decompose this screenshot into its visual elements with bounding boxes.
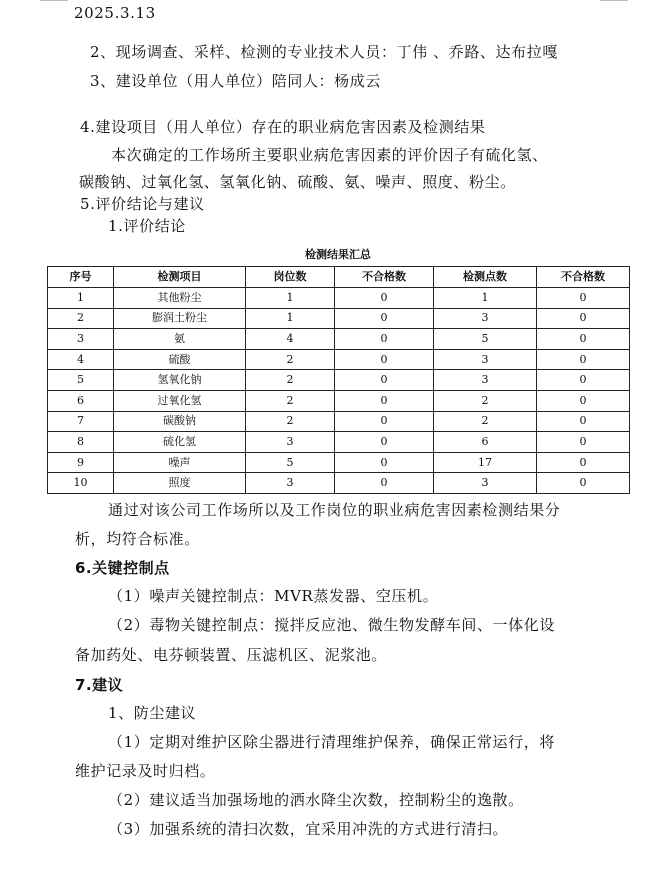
section6-title: 6.关键控制点 [75,559,170,577]
cell-index: 8 [48,432,114,453]
table-row [48,411,630,432]
cell-points: 17 [434,452,537,473]
cell-posts-failed: 0 [335,349,434,370]
cell-index: 5 [48,370,114,391]
section7-s2: （2）建议适当加强场地的洒水降尘次数，控制粉尘的逸散。 [108,791,524,809]
cell-posts-failed: 0 [335,452,434,473]
escort-line: 3、建设单位（用人单位）陪同人：杨成云 [90,72,381,90]
section7-s1-line1: （1）定期对维护区除尘器进行清理维护保养，确保正常运行，将 [108,733,555,751]
table-row [48,288,630,309]
cell-points: 3 [434,473,537,494]
section7-sub1: 1、防尘建议 [108,704,197,722]
cell-points-failed: 0 [537,452,630,473]
cell-posts-failed: 0 [335,308,434,329]
cell-points-failed: 0 [537,370,630,391]
cell-index: 1 [48,288,114,309]
cell-item: 其他粉尘 [114,288,246,309]
table-row [48,390,630,411]
section7-s1-line2: 维护记录及时归档。 [75,762,216,780]
cell-posts-failed: 0 [335,390,434,411]
cell-posts: 3 [246,473,335,494]
cell-posts: 4 [246,329,335,350]
cell-posts: 2 [246,390,335,411]
cell-points-failed: 0 [537,329,630,350]
section4-title: 4.建设项目（用人单位）存在的职业病危害因素及检测结果 [80,118,486,136]
cell-item: 碳酸钠 [114,411,246,432]
cell-points-failed: 0 [537,288,630,309]
cell-points-failed: 0 [537,432,630,453]
cell-posts-failed: 0 [335,432,434,453]
cell-item: 膨润土粉尘 [114,308,246,329]
cell-posts: 2 [246,370,335,391]
cell-item: 氨 [114,329,246,350]
cell-points-failed: 0 [537,473,630,494]
cell-points: 3 [434,370,537,391]
cell-posts-failed: 0 [335,288,434,309]
cell-posts-failed: 0 [335,370,434,391]
cell-points: 2 [434,411,537,432]
header-index: 序号 [48,267,114,288]
cell-points-failed: 0 [537,349,630,370]
cell-index: 3 [48,329,114,350]
cell-points: 2 [434,390,537,411]
cell-points: 5 [434,329,537,350]
cell-points: 1 [434,288,537,309]
table-row [48,349,630,370]
technicians-line: 2、现场调查、采样、检测的专业技术人员：丁伟 、乔路、达布拉嘎 [90,43,558,61]
cell-item: 硫酸 [114,349,246,370]
cell-item: 过氧化氢 [114,390,246,411]
cell-index: 2 [48,308,114,329]
table-caption: 检测结果汇总 [305,248,371,261]
table-header-row [48,267,630,288]
page-corner-mark-right [600,0,628,1]
header-posts-failed: 不合格数 [335,267,434,288]
report-date: 2025.3.13 [74,4,156,22]
cell-points-failed: 0 [537,411,630,432]
cell-posts: 3 [246,432,335,453]
cell-posts-failed: 0 [335,329,434,350]
section7-s3: （3）加强系统的清扫次数，宜采用冲洗的方式进行清扫。 [108,820,509,838]
cell-posts: 5 [246,452,335,473]
cell-posts: 2 [246,349,335,370]
table-row [48,432,630,453]
table-row [48,370,630,391]
cell-index: 10 [48,473,114,494]
header-posts: 岗位数 [246,267,335,288]
cell-posts-failed: 0 [335,473,434,494]
cell-index: 9 [48,452,114,473]
table-row [48,452,630,473]
section5-sub1: 1.评价结论 [108,217,186,235]
section6-point1: （1）噪声关键控制点：MVR蒸发器、空压机。 [108,587,439,605]
cell-posts: 2 [246,411,335,432]
table-row [48,473,630,494]
cell-points: 3 [434,308,537,329]
cell-index: 4 [48,349,114,370]
cell-index: 6 [48,390,114,411]
cell-item: 氢氧化钠 [114,370,246,391]
cell-index: 7 [48,411,114,432]
cell-item: 硫化氢 [114,432,246,453]
section4-para-line2: 碳酸钠、过氧化氢、氢氧化钠、硫酸、氨、噪声、照度、粉尘。 [79,173,516,191]
cell-points-failed: 0 [537,308,630,329]
cell-points-failed: 0 [537,390,630,411]
section6-point2-line1: （2）毒物关键控制点：搅拌反应池、微生物发酵车间、一体化设 [108,616,555,634]
header-points: 检测点数 [434,267,537,288]
section7-title: 7.建议 [75,676,124,694]
page-corner-mark-left [40,0,68,1]
cell-item: 照度 [114,473,246,494]
table-row [48,329,630,350]
cell-item: 噪声 [114,452,246,473]
section6-point2-line2: 备加药处、电芬顿装置、压滤机区、泥浆池。 [75,646,388,664]
cell-posts: 1 [246,308,335,329]
conclusion-line1: 通过对该公司工作场所以及工作岗位的职业病危害因素检测结果分 [108,501,561,519]
section5-title: 5.评价结论与建议 [80,195,205,213]
cell-posts-failed: 0 [335,411,434,432]
header-item: 检测项目 [114,267,246,288]
conclusion-line2: 析，均符合标准。 [75,530,200,548]
cell-points: 6 [434,432,537,453]
cell-posts: 1 [246,288,335,309]
table-row [48,308,630,329]
section4-para-line1: 本次确定的工作场所主要职业病危害因素的评价因子有硫化氢、 [111,146,548,164]
cell-points: 3 [434,349,537,370]
results-table [47,266,630,494]
header-points-failed: 不合格数 [537,267,630,288]
